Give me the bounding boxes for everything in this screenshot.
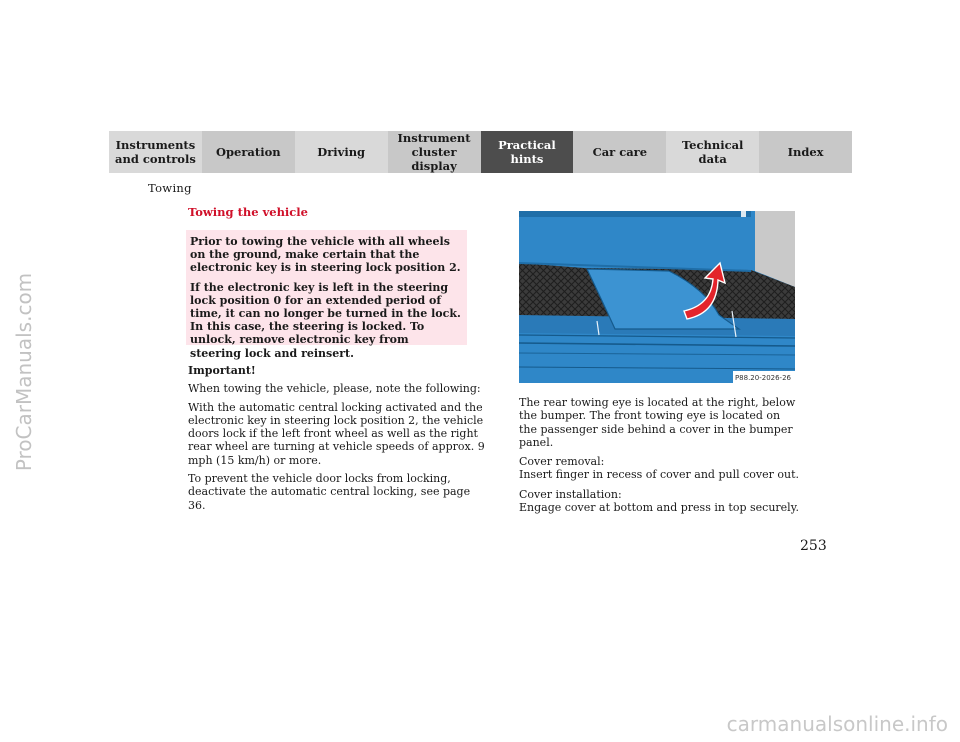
watermark-procarmanuals: ProCarManuals.com — [12, 272, 36, 472]
tab-technical-data[interactable]: Technical data — [666, 131, 759, 173]
tab-operation[interactable]: Operation — [202, 131, 295, 173]
tab-car-care[interactable]: Car care — [573, 131, 666, 173]
cover-installation-label: Cover installation: — [519, 487, 622, 501]
right-paragraph-1: The rear towing eye is located at the right, below the bumper. The front towing eye is located on the passenger side behind a cover in the bumper panel. — [519, 396, 796, 449]
left-paragraph-2: With the automatic central locking activated and the electronic key in steering lock position 2, the vehicle doors lock if the left front wheel as well as the right rear wheel are turning at vehicle speeds of approx. 9 mph (15 km/h) or more. — [188, 400, 485, 467]
left-paragraph-1: When towing the vehicle, please, note the following: — [188, 382, 481, 396]
warning-paragraph-2: If the electronic key is left in the steering lock position 0 for an extended period of time, it can no longer be turned in the lock. In this case, the steering is locked. To unlock, remove electronic key from steering lock and reinsert. — [190, 280, 461, 360]
tab-instrument-cluster-display[interactable]: Instrument cluster display — [388, 131, 481, 173]
left-paragraph-3: To prevent the vehicle door locks from locking, deactivate the automatic central locking, see page 36. — [188, 472, 471, 512]
page-number: 253 — [800, 538, 827, 554]
cover-removal-label: Cover removal: — [519, 455, 605, 469]
warning-box — [186, 230, 467, 360]
tab-practical-hints[interactable]: Practical hints — [481, 131, 574, 173]
bumper-illustration — [519, 211, 795, 383]
towing-heading: Towing the vehicle — [188, 205, 308, 219]
cover-removal — [519, 455, 801, 482]
tab-index[interactable]: Index — [759, 131, 852, 173]
watermark-carmanualsonline: carmanualsonline.info — [726, 712, 948, 736]
figure-code: P88.20-2026-26 — [734, 374, 791, 382]
cover-installation-text: Engage cover at bottom and press in top securely. — [519, 501, 799, 515]
warning-paragraph-1: Prior to towing the vehicle with all wheels on the ground, make certain that the electronic key is in steering lock position 2. — [190, 235, 461, 275]
right-column — [519, 396, 801, 520]
tab-instruments-and-controls[interactable]: Instruments and controls — [109, 131, 202, 173]
tab-driving[interactable]: Driving — [295, 131, 388, 173]
cover-removal-text: Insert finger in recess of cover and pull cover out. — [519, 468, 799, 482]
towing-eye-cover-illustration — [519, 211, 795, 383]
left-column — [188, 364, 488, 517]
important-label: Important! — [188, 364, 256, 377]
cover-installation — [519, 488, 801, 515]
section-tabs — [109, 131, 852, 173]
section-title: Towing — [148, 181, 192, 195]
